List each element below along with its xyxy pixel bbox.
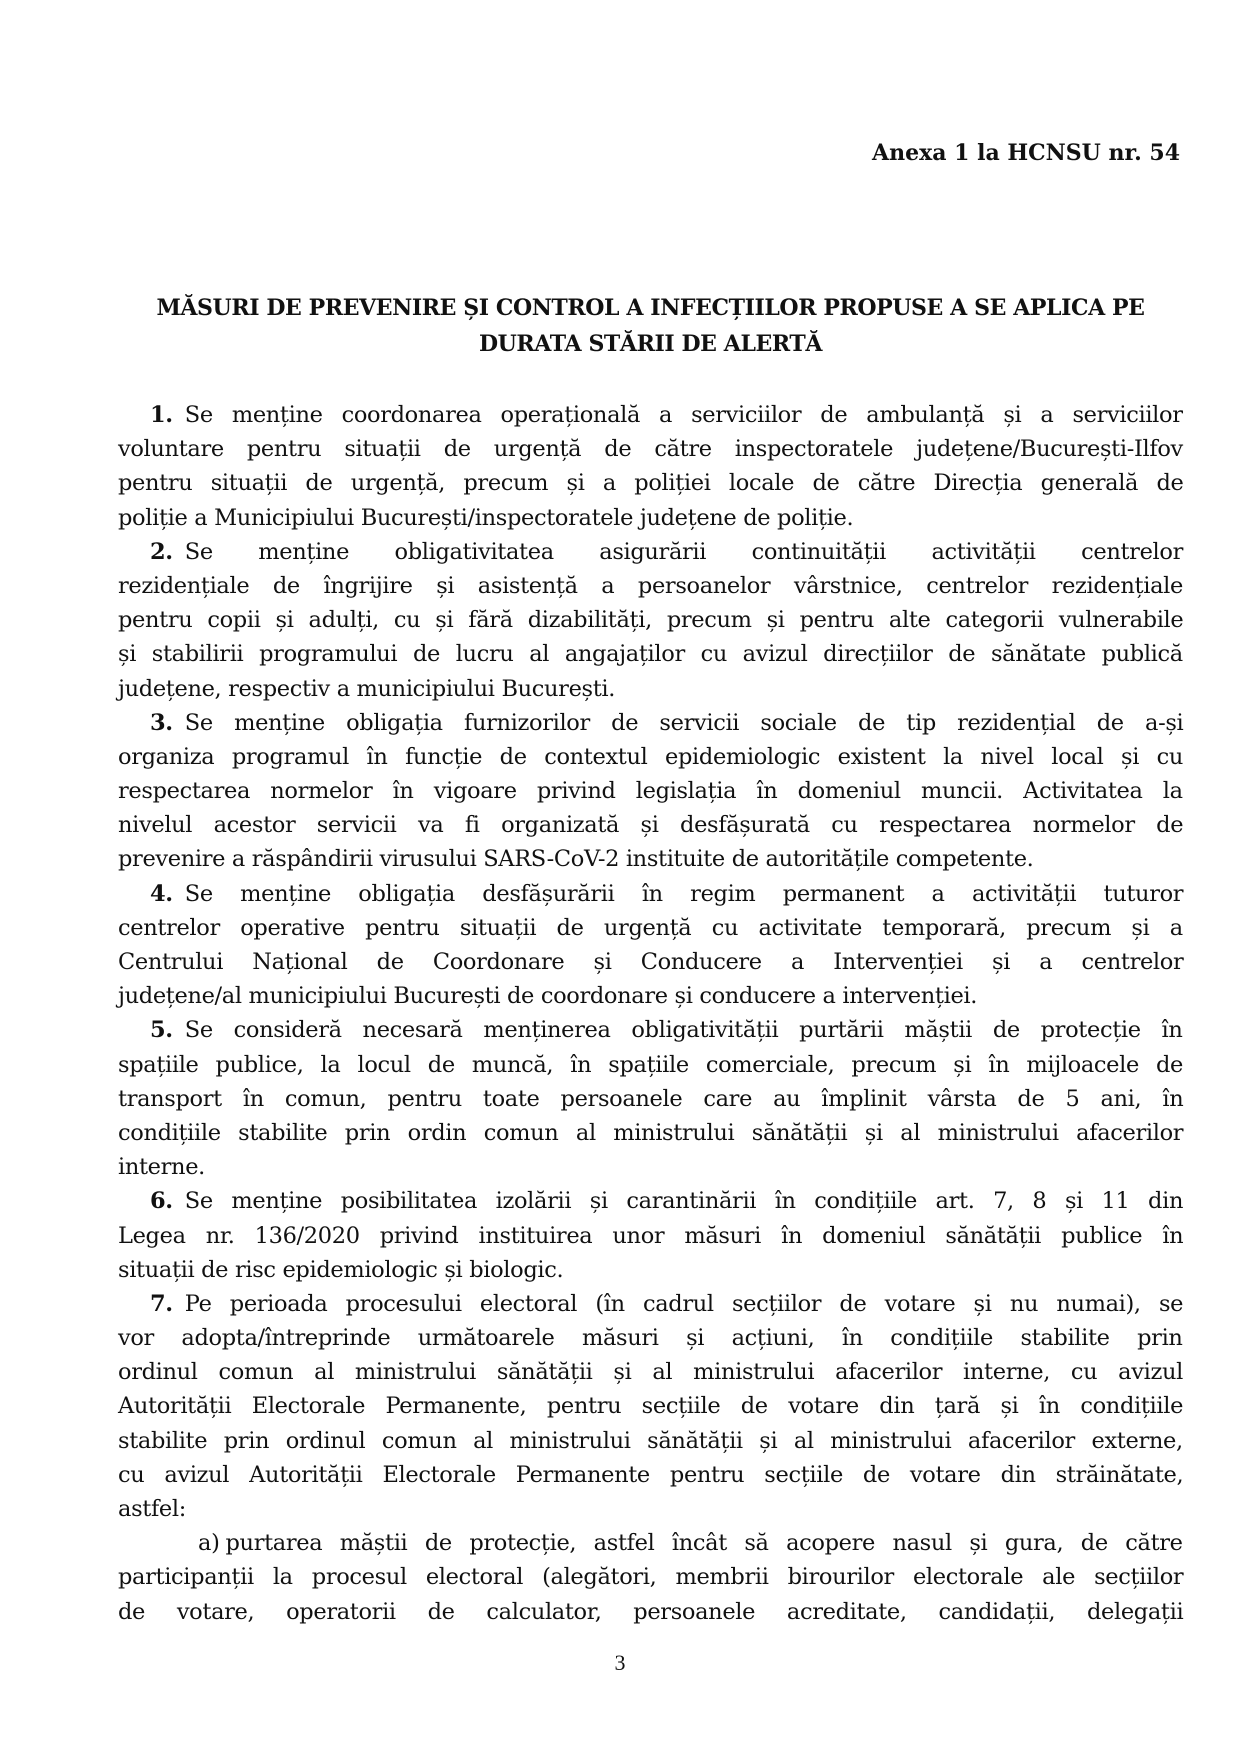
item-text-line: Legea nr. 136/2020 privind instituirea unor măsuri în domeniul sănătății publice în xyxy=(118,1222,1184,1249)
item-text-line: județene/al municipiului București de coordonare și conducere a intervenției. xyxy=(118,983,978,1010)
item-text-line: Pe perioada procesului electoral (în cadrul secțiilor de votare și nu numai), se xyxy=(184,1290,1184,1317)
page-number: 3 xyxy=(614,1650,626,1675)
annex-reference: Anexa 1 la HCNSU nr. 54 xyxy=(872,140,1180,166)
measure-item-6 xyxy=(118,1184,1183,1287)
item-text-line: Se menține coordonarea operațională a serviciilor de ambulanță și a serviciilor xyxy=(184,402,1183,428)
title-line-2: DURATA STĂRII DE ALERTĂ xyxy=(478,331,823,357)
item-text-line: rezidențiale de îngrijire și asistență a persoanelor vârstnice, centrelor rezidențiale xyxy=(118,572,1183,599)
item-text-line: vor adopta/întreprinde următoarele măsuri și acțiuni, în condițiile stabilite prin xyxy=(118,1325,1183,1352)
measure-item-4 xyxy=(118,877,1183,1014)
item-text-line: centrelor operative pentru situații de urgență cu activitate temporară, precum și a xyxy=(118,914,1183,941)
item-text-line: Se consideră necesară menținerea obligativității purtării măștii de protecție în xyxy=(184,1017,1183,1044)
item-text-line: Se menține obligația desfășurării în regim permanent a activității tuturor xyxy=(184,880,1184,907)
item-text-line: pentru copii și adulți, cu și fără dizabilități, precum și pentru alte categorii vulnerabile xyxy=(118,607,1184,634)
item-text-line: și stabilirii programului de lucru al angajaților cu avizul direcțiilor de sănătate publică xyxy=(118,641,1183,668)
measure-item-1 xyxy=(118,398,1183,535)
item-text-line: interne. xyxy=(118,1154,205,1181)
measure-item-2 xyxy=(118,535,1183,706)
item-text-line: astfel: xyxy=(118,1496,186,1522)
title-line-1: MĂSURI DE PREVENIRE ȘI CONTROL A INFECȚIILOR PROPUSE A SE APLICA PE xyxy=(156,295,1145,321)
item-number: 6. xyxy=(150,1188,173,1215)
item-text-line: voluntare pentru situații de urgență de către inspectoratele județene/București-Ilfov xyxy=(118,436,1183,463)
subitem-text-line: purtarea măștii de protecție, astfel încât să acopere nasul și gura, de către xyxy=(225,1530,1183,1557)
item-text-line: cu avizul Autorității Electorale Permanente pentru secțiile de votare din străinătate, xyxy=(118,1461,1184,1488)
item-number: 4. xyxy=(150,880,173,907)
item-text-line: stabilite prin ordinul comun al ministrului sănătății și al ministrului afacerilor externe, xyxy=(118,1427,1183,1454)
document-title xyxy=(118,290,1183,362)
item-text-line: Se menține posibilitatea izolării și carantinării în condițiile art. 7, 8 și 11 din xyxy=(184,1188,1184,1215)
item-text-line: organiza programul în funcție de contextul epidemiologic existent la nivel local și cu xyxy=(118,743,1183,770)
item-number: 7. xyxy=(150,1290,173,1317)
item-text-line: Autorității Electorale Permanente, pentru secțiile de votare din țară și în condițiile xyxy=(118,1393,1184,1420)
item-number: 5. xyxy=(150,1017,173,1044)
item-text-line: Se menține obligativitatea asigurării continuității activității centrelor xyxy=(184,538,1183,565)
item-text-line: Centrului Național de Coordonare și Conducere a Intervenției și a centrelor xyxy=(118,949,1184,975)
subitem-text-line: de votare, operatorii de calculator, persoanele acreditate, candidații, delegații xyxy=(118,1598,1184,1625)
item-number: 3. xyxy=(150,709,173,736)
measure-item-5 xyxy=(118,1013,1183,1184)
subitem-a xyxy=(118,1526,1183,1629)
item-number: 2. xyxy=(150,538,173,565)
document-body xyxy=(118,398,1183,1629)
measure-item-3 xyxy=(118,706,1183,877)
measure-item-7 xyxy=(118,1287,1183,1526)
item-text-line: respectarea normelor în vigoare privind legislația în domeniul muncii. Activitatea la xyxy=(118,778,1183,805)
item-number: 1. xyxy=(150,402,173,428)
item-text-line: pentru situații de urgență, precum și a poliției locale de către Direcția generală de xyxy=(118,470,1184,497)
subitem-label: a) xyxy=(198,1530,220,1557)
item-text-line: prevenire a răspândirii virusului SARS-CoV-2 instituite de autoritățile competente. xyxy=(118,846,1034,873)
item-text-line: spațiile publice, la locul de muncă, în spațiile comerciale, precum și în mijloacele de xyxy=(118,1051,1184,1078)
item-text-line: poliție a Municipiului București/inspectoratele județene de poliție. xyxy=(118,504,854,531)
item-text-line: transport în comun, pentru toate persoanele care au împlinit vârsta de 5 ani, în xyxy=(118,1085,1184,1112)
item-text-line: Se menține obligația furnizorilor de servicii sociale de tip rezidențial de a-și xyxy=(184,709,1184,736)
item-text-line: condițiile stabilite prin ordin comun al ministrului sănătății și al ministrului afacerilor xyxy=(118,1119,1184,1146)
item-text-line: nivelul acestor servicii va fi organizată și desfășurată cu respectarea normelor de xyxy=(118,812,1184,839)
item-text-line: ordinul comun al ministrului sănătății și al ministrului afacerilor interne, cu avizul xyxy=(118,1359,1183,1386)
item-text-line: județene, respectiv a municipiului București. xyxy=(118,675,616,702)
subitem-text-line: participanții la procesul electoral (alegători, membrii birourilor electorale ale secțiilor xyxy=(118,1564,1184,1591)
item-text-line: situații de risc epidemiologic și biologic. xyxy=(118,1256,564,1283)
